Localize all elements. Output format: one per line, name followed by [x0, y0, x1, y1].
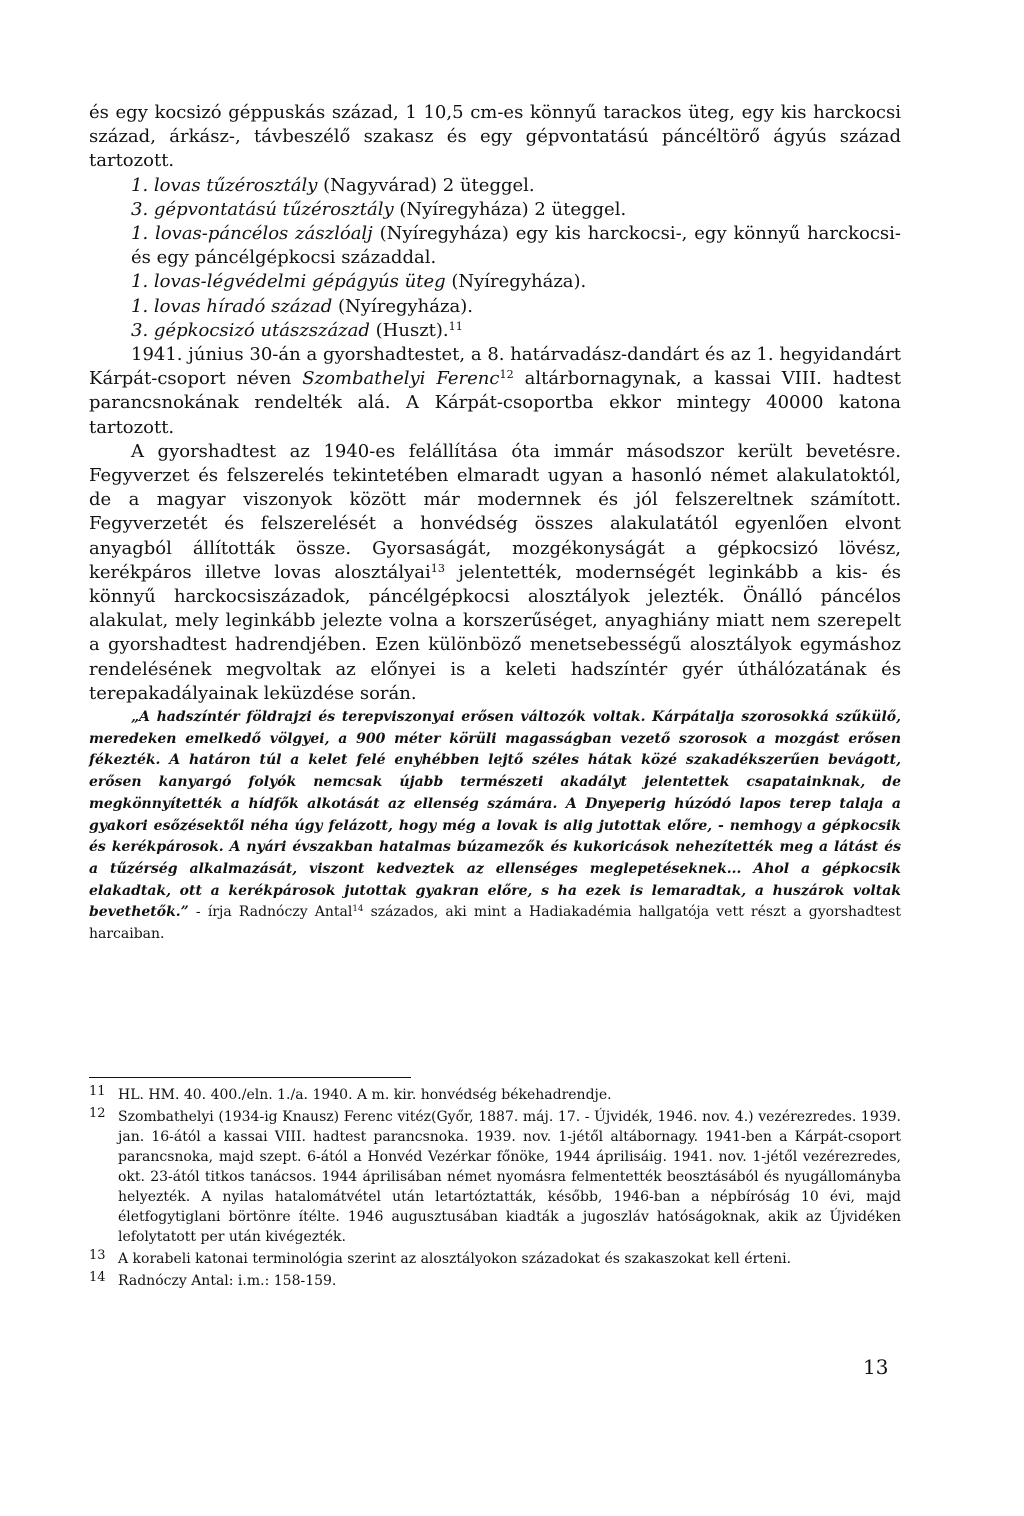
- unit-name: 1. lovas-légvédelmi gépágyús üteg: [131, 271, 446, 293]
- footnote-number: 13: [89, 1248, 106, 1263]
- intro-paragraph: és egy kocsizó géppuskás század, 1 10,5 cm-es könnyű tarackos üteg, egy kis harckocsi század, árkász-, távbeszélő szakasz és egy gépvontatású páncéltörő ágyús század tartozott.: [89, 102, 901, 172]
- footnote-13: [89, 1249, 901, 1269]
- quotation-paragraph: [89, 707, 901, 946]
- footnote-number: 14: [89, 1270, 106, 1285]
- unit-name: 1. lovas tűzérosztály: [131, 174, 318, 196]
- paragraph-text: A gyorshadtest az 1940-es felállítása óta immár másodszor került bevetésre. Fegyverzet és felszerelés tekintetében elmaradt ugyan a hasonló német alakulatoktól, de a magyar viszonyok között már modernnek és jól felszereltnek számított. Fegyverzetét és felszerelését a honvédség összes alakulatától egyenlően elvont anyagból állították össze. Gyorsaságát, mozgékonyságát a gépkocsizó lövész, kerékpáros illetve lovas alosztályai: [89, 440, 901, 583]
- unit-detail: (Nyíregyháza).: [445, 271, 587, 293]
- unit-name: 1. lovas híradó század: [131, 295, 333, 317]
- unit-line-6: [89, 319, 901, 343]
- footnote-text: Radnóczy Antal: i.m.: 158-159.: [118, 1273, 337, 1289]
- quotation-attribution: százados, aki mint a Hadiakadémia hallgatója vett részt a gyorshadtest harcaiban.: [89, 904, 901, 943]
- unit-name: 3. gépkocsizó utászszázad: [131, 319, 370, 341]
- unit-name: 1. lovas-páncélos zászlóalj: [131, 223, 373, 245]
- footnote-ref: 14: [352, 904, 364, 915]
- paragraph-text: altárbornagynak, a kassai VIII. hadtest parancsnokának rendelték alá. A Kárpát-csoportba ekkor mintegy 40000 katona tartozott.: [89, 368, 902, 438]
- footnote-ref: 12: [499, 368, 514, 382]
- footnote-text: Szombathelyi (1934-ig Knausz) Ferenc vitéz(Győr, 1887. máj. 17. - Újvidék, 1946. nov. 4.) vezérezredes. 1939. jan. 16-ától a kassai VIII. hadtest parancsnoka. 1939. nov. 1-jétől altábornagy. 1941-ben a Kárpát-csoport parancsnoka, majd szept. 6-ától a Honvéd Vezérkar főnöke, 1944 áprilisáig. 1941. nov. 1-jétől vezérezredes, okt. 23-ától titkos tanácsos. 1944 áprilisában német nyomásra felmentették beosztásából és nyugállományba helyezték. A nyilas hatalomátvétel után letartóztatták, később, 1946-ban a népbíróság 10 évi, majd életfogytiglani börtönre ítélte. 1946 augusztusában kiadták a jugoszláv hatóságoknak, akik az Újvidéken lefolytatott per után kivégezték.: [118, 1109, 901, 1245]
- footnote-divider: [89, 1077, 411, 1078]
- footnote-text: HL. HM. 40. 400./eln. 1./a. 1940. A m. kir. honvédség békehadrendje.: [118, 1087, 612, 1103]
- unit-line-3: [89, 222, 901, 270]
- paragraph-text: jelentették, modernségét leginkább a kis- és könnyű harckocsiszázadok, páncélgépkocsi alosztályok jelezték. Önálló páncélos alakulat, mely leginkább jelezte volna a korszerűséget, anyaghiány miatt nem szerepelt a gyorshadtest hadrendjében. Ezen különböző menetsebességű alosztályok egymáshoz rendelésének megvoltak az előnyei is a keleti hadszíntér gyér úthálózatának és terepakadályainak leküzdése során.: [89, 561, 901, 704]
- unit-line-4: [89, 270, 901, 294]
- person-name: Szombathelyi Ferenc: [302, 368, 500, 390]
- unit-detail: (Nyíregyháza).: [332, 295, 473, 317]
- unit-detail: (Huszt).: [369, 319, 449, 341]
- unit-line-5: [89, 295, 901, 319]
- paragraph-gyorshadtest: [89, 440, 901, 706]
- paragraph-text: 1941. június 30-án a gyorshadtestet, a 8. határvadász-dandárt és az 1. hegyidandárt Kárpát-csoport néven: [89, 344, 901, 390]
- quotation-attribution: - írja Radnóczy Antal: [188, 904, 353, 921]
- footnotes: [89, 1085, 901, 1293]
- unit-name: 3. gépvontatású tűzérosztály: [131, 198, 394, 220]
- unit-detail: (Nyíregyháza) 2 üteggel.: [393, 198, 627, 220]
- unit-detail: (Nagyvárad) 2 üteggel.: [317, 174, 535, 196]
- footnote-14: [89, 1271, 901, 1291]
- footnote-number: 12: [89, 1106, 106, 1121]
- unit-line-2: [89, 198, 901, 222]
- footnote-11: [89, 1085, 901, 1105]
- quotation-text: „A hadszíntér földrajzi és terepviszonyai erősen változók voltak. Kárpátalja szorosokká szűkülő, meredeken emelkedő völgyei, a 900 méter körüli magasságban vezető szorosok a mozgást erősen fékezték. A határon túl a kelet felé enyhébben lejtő széles hátak közé szakadékszerűen bevágott, erősen kanyargó folyók nemcsak újabb természeti akadályt jelentettek csapatainknak, de megkönnyítették a hídfők alkotását az ellenség számára. A Dnyeperig húzódó lapos terep talaja a gyakori esőzésektől néha úgy felázott, hogy még a lovak is alig jutottak előre, - nemhogy a gépkocsik és kerékpárosok. A nyári évszakban hatalmas búzamezők és kukoricások nehezítették meg a látást és a tűzérség alkalmazását, viszont kedveztek az ellenséges meglepetéseknek... Ahol a gépkocsik elakadtak, ott a kerékpárosok jutottak gyakran előre, s ha ezek is lemaradtak, a huszárok voltak bevethetők.”: [89, 709, 901, 921]
- footnote-ref: 11: [448, 319, 463, 333]
- footnote-text: A korabeli katonai terminológia szerint az alosztályokon századokat és szakaszokat kell érteni.: [118, 1251, 792, 1267]
- unit-line-1: [89, 174, 901, 198]
- paragraph-karpat-csoport: [89, 343, 901, 440]
- footnote-12: [89, 1107, 901, 1247]
- footnote-ref: 13: [430, 561, 445, 575]
- footnote-number: 11: [89, 1084, 106, 1099]
- unit-detail: (Nyíregyháza) egy kis harckocsi-, egy könnyű harckocsi- és egy páncélgépkocsi századdal.: [131, 223, 901, 269]
- page-number: 13: [863, 1355, 889, 1379]
- body-text: [89, 101, 901, 946]
